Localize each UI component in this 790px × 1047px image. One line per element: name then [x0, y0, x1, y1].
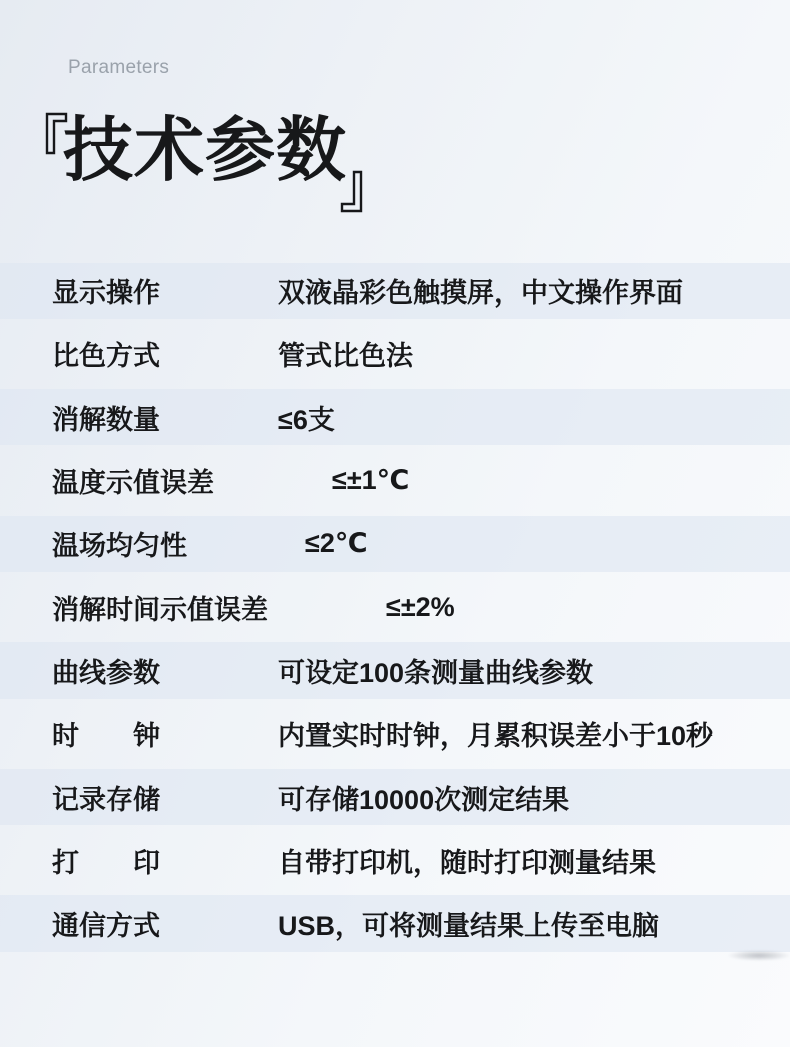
spec-value: USB，可将测量结果上传至电脑 — [278, 911, 660, 942]
spec-label: 温场均匀性 — [52, 531, 187, 562]
spec-label: 时 钟 — [52, 721, 160, 752]
spec-table — [0, 259, 790, 955]
spec-value: 可存储10000次测定结果 — [278, 784, 570, 815]
spec-row — [0, 386, 790, 449]
spec-value: ≤6支 — [278, 404, 335, 435]
spec-label: 打 印 — [52, 847, 160, 878]
spec-label: 通信方式 — [52, 911, 160, 942]
spec-value: 双液晶彩色触摸屏，中文操作界面 — [278, 278, 683, 309]
spec-row — [0, 512, 790, 575]
spec-row — [0, 829, 790, 892]
spec-value: 自带打印机，随时打印测量结果 — [278, 847, 656, 878]
spec-row — [0, 765, 790, 828]
spec-row — [0, 259, 790, 322]
spec-row — [0, 322, 790, 385]
spec-row — [0, 639, 790, 702]
spec-value: ≤±1℃ — [332, 465, 410, 496]
spec-label: 消解时间示值误差 — [52, 594, 268, 625]
spec-row — [0, 449, 790, 512]
section-eyebrow: Parameters — [68, 57, 170, 78]
spec-value: ≤±2% — [386, 591, 455, 622]
spec-label: 比色方式 — [52, 341, 160, 372]
spec-row — [0, 702, 790, 765]
spec-label: 消解数量 — [52, 404, 160, 435]
spec-label: 记录存储 — [52, 784, 160, 815]
next-section-peek — [720, 949, 790, 962]
spec-value: 可设定100条测量曲线参数 — [278, 657, 594, 688]
spec-value: 内置实时时钟，月累积误差小于10秒 — [278, 721, 714, 752]
spec-value: ≤2℃ — [305, 528, 368, 559]
title-bracket-right-icon — [339, 169, 363, 213]
spec-label: 显示操作 — [52, 278, 160, 309]
spec-value: 管式比色法 — [278, 341, 413, 372]
spec-label: 温度示值误差 — [52, 468, 214, 499]
page-title: 技术参数 — [63, 111, 347, 189]
spec-label: 曲线参数 — [52, 657, 160, 688]
spec-row — [0, 575, 790, 638]
spec-row — [0, 892, 790, 955]
